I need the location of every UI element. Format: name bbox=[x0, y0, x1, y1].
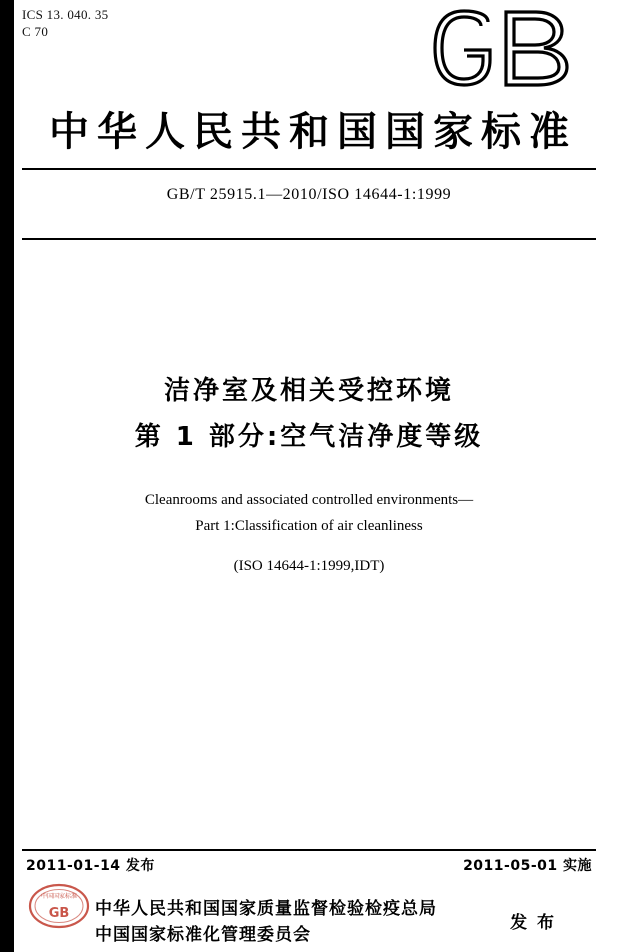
divider-footer bbox=[22, 849, 596, 851]
publish-label: 发 布 bbox=[510, 913, 556, 933]
issuer-line-1: 中华人民共和国国家质量监督检验检疫总局 bbox=[95, 899, 437, 919]
svg-text:GB: GB bbox=[48, 906, 70, 921]
page-title: 中华人民共和国国家标准 bbox=[49, 109, 577, 155]
ics-classification-block bbox=[22, 6, 108, 40]
standard-number: GB/T 25915.1—2010/ISO 14644-1:1999 bbox=[166, 186, 452, 203]
issuing-authorities bbox=[95, 896, 437, 948]
gb-logo-icon bbox=[426, 8, 576, 88]
chinese-subject-line2: 第 1 部分:空气洁净度等级 bbox=[134, 422, 484, 452]
english-subject-title bbox=[0, 487, 618, 539]
issue-date: 2011-01-14 发布 bbox=[26, 858, 155, 874]
ics-code: ICS 13. 040. 35 bbox=[22, 7, 109, 22]
divider-top bbox=[22, 168, 596, 170]
issuer-line-2: 中国国家标准化管理委员会 bbox=[95, 925, 311, 945]
chinese-subject-line1: 洁净室及相关受控环境 bbox=[163, 376, 454, 406]
english-subject-line1: Cleanrooms and associated controlled environments— bbox=[144, 492, 474, 508]
ccs-code: C 70 bbox=[22, 24, 49, 39]
svg-text:中国国家标准: 中国国家标准 bbox=[40, 893, 78, 900]
iso-equivalence-note: (ISO 14644-1:1999,IDT) bbox=[233, 558, 385, 574]
chinese-subject-title bbox=[0, 368, 618, 460]
english-subject-line2: Part 1:Classification of air cleanliness bbox=[195, 518, 423, 534]
effective-date: 2011-05-01 实施 bbox=[463, 858, 592, 874]
divider-bottom bbox=[22, 238, 596, 240]
red-seal-stamp-icon bbox=[28, 881, 90, 931]
